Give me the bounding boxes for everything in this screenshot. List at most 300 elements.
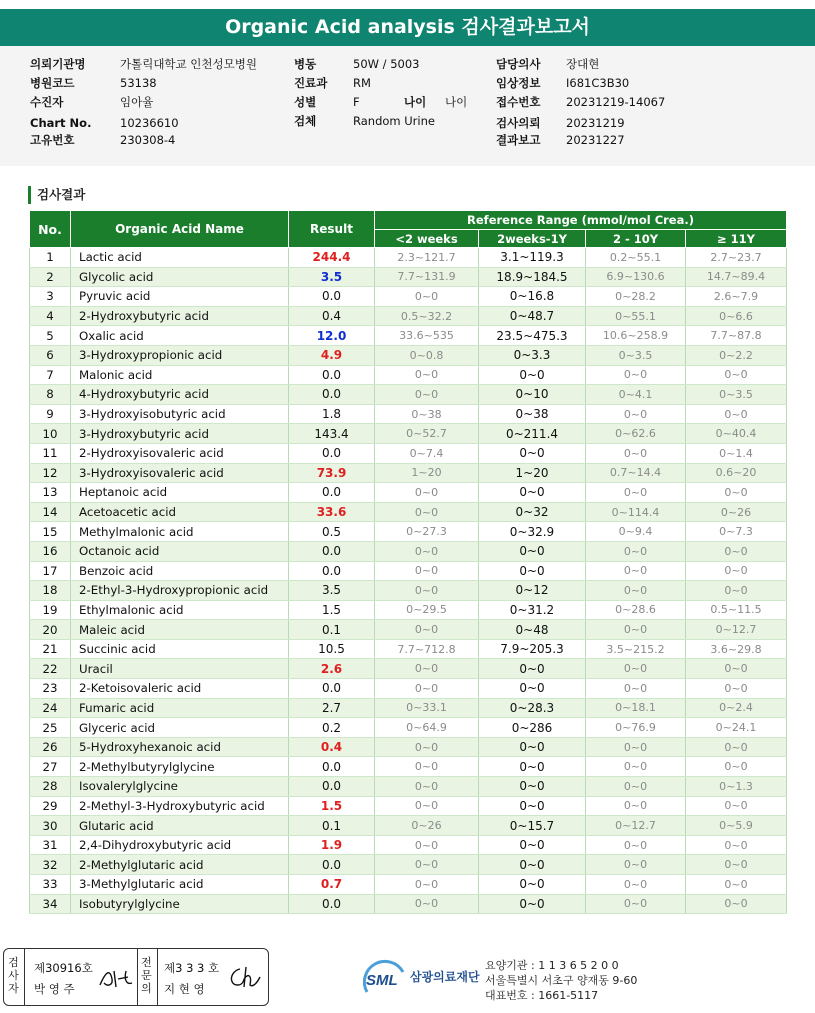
cell-acid-name: 2-Ethyl-3-Hydroxypropionic acid <box>71 581 289 601</box>
specialist-label-char: 문 <box>141 969 152 982</box>
cell-ref-2-weeks-1y: 0~0 <box>479 777 586 797</box>
table-row <box>30 855 787 875</box>
section-title-results: 검사결과 <box>28 186 85 204</box>
table-row <box>30 345 787 365</box>
cell-ref-2-10y: 0.7~14.4 <box>586 463 686 483</box>
cell-no: 25 <box>30 718 71 738</box>
info-label-receipt-no: 접수번호 <box>496 95 541 109</box>
cell-ref-2-10y: 0~0 <box>586 737 686 757</box>
table-row <box>30 600 787 620</box>
table-row <box>30 894 787 914</box>
cell-result: 0.0 <box>289 679 375 699</box>
cell-result: 1.5 <box>289 796 375 816</box>
info-label-department: 진료과 <box>294 76 328 90</box>
cell-ref-2-10y: 0~62.6 <box>586 424 686 444</box>
cell-ref-under-2-weeks: 0~33.1 <box>375 698 479 718</box>
cell-ref-over-11y: 0~1.3 <box>686 777 787 797</box>
info-label-chart-no: Chart No. <box>30 116 92 130</box>
cell-ref-under-2-weeks: 0~29.5 <box>375 600 479 620</box>
info-label-clinical-info: 임상정보 <box>496 76 541 90</box>
info-label-ward: 병동 <box>294 57 317 71</box>
cell-acid-name: 3-Hydroxyisovaleric acid <box>71 463 289 483</box>
table-row <box>30 365 787 385</box>
cell-ref-over-11y: 0~0 <box>686 404 787 424</box>
cell-acid-name: 2-Methyl-3-Hydroxybutyric acid <box>71 796 289 816</box>
cell-ref-over-11y: 0.6~20 <box>686 463 787 483</box>
cell-ref-over-11y: 0~2.4 <box>686 698 787 718</box>
table-row <box>30 306 787 326</box>
cell-result: 0.0 <box>289 561 375 581</box>
info-value-report-date: 20231227 <box>566 133 625 147</box>
cell-ref-over-11y: 0~0 <box>686 581 787 601</box>
info-value-department: RM <box>353 76 371 90</box>
cell-ref-over-11y: 0~40.4 <box>686 424 787 444</box>
table-row <box>30 424 787 444</box>
cell-no: 11 <box>30 443 71 463</box>
info-value-institution: 가톨릭대학교 인천성모병원 <box>120 57 257 71</box>
table-row <box>30 659 787 679</box>
cell-result: 0.0 <box>289 483 375 503</box>
cell-acid-name: 2-Hydroxyisovaleric acid <box>71 443 289 463</box>
info-label-specimen: 검체 <box>294 114 317 128</box>
cell-ref-under-2-weeks: 0~27.3 <box>375 522 479 542</box>
cell-ref-under-2-weeks: 33.6~535 <box>375 326 479 346</box>
cell-ref-under-2-weeks: 0~7.4 <box>375 443 479 463</box>
cell-ref-2-10y: 0~0 <box>586 796 686 816</box>
info-value-hospital-code: 53138 <box>120 76 157 90</box>
cell-ref-2-10y: 0~0 <box>586 541 686 561</box>
cell-ref-under-2-weeks: 0~0 <box>375 777 479 797</box>
examiner-label-char: 자 <box>8 982 19 995</box>
cell-ref-under-2-weeks: 0~0 <box>375 855 479 875</box>
cell-result: 1.9 <box>289 835 375 855</box>
cell-ref-2-weeks-1y: 0~211.4 <box>479 424 586 444</box>
cell-ref-over-11y: 0~7.3 <box>686 522 787 542</box>
cell-no: 30 <box>30 816 71 836</box>
info-value-ward: 50W / 5003 <box>353 57 420 71</box>
cell-result: 2.7 <box>289 698 375 718</box>
cell-result: 0.0 <box>289 855 375 875</box>
info-value-patient: 임아율 <box>120 95 154 109</box>
cell-ref-2-weeks-1y: 0~48 <box>479 620 586 640</box>
cell-ref-2-weeks-1y: 0~10 <box>479 385 586 405</box>
cell-result: 4.9 <box>289 345 375 365</box>
table-row <box>30 385 787 405</box>
cell-ref-2-10y: 0~0 <box>586 404 686 424</box>
cell-ref-2-weeks-1y: 0~0 <box>479 541 586 561</box>
header-reference-range: Reference Range (mmol/mol Crea.) <box>375 211 787 230</box>
results-body <box>30 248 787 914</box>
cell-no: 22 <box>30 659 71 679</box>
cell-ref-2-10y: 0~3.5 <box>586 345 686 365</box>
cell-ref-2-weeks-1y: 0~38 <box>479 404 586 424</box>
cell-result: 10.5 <box>289 639 375 659</box>
table-row <box>30 287 787 307</box>
info-label-report-date: 결과보고 <box>496 133 541 147</box>
phone: 대표번호 : 1661-5117 <box>485 989 599 1002</box>
cell-result: 3.5 <box>289 267 375 287</box>
cell-no: 19 <box>30 600 71 620</box>
table-row <box>30 561 787 581</box>
cell-acid-name: 3-Hydroxypropionic acid <box>71 345 289 365</box>
table-row <box>30 502 787 522</box>
cell-ref-under-2-weeks: 0~0 <box>375 620 479 640</box>
cell-ref-2-10y: 6.9~130.6 <box>586 267 686 287</box>
cell-ref-2-10y: 0~0 <box>586 855 686 875</box>
cell-result: 0.1 <box>289 816 375 836</box>
cell-ref-over-11y: 0~0 <box>686 757 787 777</box>
cell-no: 5 <box>30 326 71 346</box>
cell-no: 10 <box>30 424 71 444</box>
cell-no: 24 <box>30 698 71 718</box>
cell-acid-name: Glycolic acid <box>71 267 289 287</box>
table-row <box>30 875 787 895</box>
cell-ref-2-10y: 3.5~215.2 <box>586 639 686 659</box>
cell-no: 31 <box>30 835 71 855</box>
cell-ref-2-10y: 0~0 <box>586 875 686 895</box>
cell-no: 13 <box>30 483 71 503</box>
cell-acid-name: Fumaric acid <box>71 698 289 718</box>
cell-ref-2-10y: 0~28.6 <box>586 600 686 620</box>
cell-ref-over-11y: 0~0 <box>686 365 787 385</box>
cell-acid-name: Ethylmalonic acid <box>71 600 289 620</box>
cell-ref-2-weeks-1y: 0~0 <box>479 875 586 895</box>
table-row <box>30 816 787 836</box>
cell-no: 27 <box>30 757 71 777</box>
examiner-label-char: 사 <box>8 969 19 982</box>
cell-ref-2-weeks-1y: 0~0 <box>479 757 586 777</box>
info-value-age: 나이 <box>445 95 468 109</box>
table-row <box>30 522 787 542</box>
brand-name: 삼광의료재단 <box>410 970 480 984</box>
cell-ref-2-10y: 0~0 <box>586 659 686 679</box>
cell-no: 26 <box>30 737 71 757</box>
cell-result: 143.4 <box>289 424 375 444</box>
info-value-sex: F <box>353 95 360 109</box>
cell-result: 73.9 <box>289 463 375 483</box>
cell-acid-name: 2-Hydroxybutyric acid <box>71 306 289 326</box>
cell-ref-under-2-weeks: 0~0 <box>375 483 479 503</box>
info-label-request-date: 검사의뢰 <box>496 116 541 130</box>
table-row <box>30 737 787 757</box>
table-row <box>30 483 787 503</box>
table-row <box>30 639 787 659</box>
cell-ref-2-10y: 0~0 <box>586 679 686 699</box>
cell-no: 8 <box>30 385 71 405</box>
cell-ref-under-2-weeks: 0.5~32.2 <box>375 306 479 326</box>
header-ref-over-11y: ≥ 11Y <box>686 230 787 248</box>
sml-logo-text: SML <box>366 972 398 989</box>
cell-ref-under-2-weeks: 0~52.7 <box>375 424 479 444</box>
cell-ref-under-2-weeks: 0~0.8 <box>375 345 479 365</box>
cell-ref-2-weeks-1y: 0~0 <box>479 365 586 385</box>
cell-ref-2-weeks-1y: 0~0 <box>479 855 586 875</box>
cell-ref-2-10y: 0~9.4 <box>586 522 686 542</box>
info-value-doctor: 장대현 <box>566 57 600 71</box>
cell-ref-over-11y: 0~0 <box>686 483 787 503</box>
cell-ref-2-10y: 0~0 <box>586 757 686 777</box>
table-row <box>30 718 787 738</box>
cell-ref-over-11y: 2.7~23.7 <box>686 248 787 268</box>
specialist-signature <box>224 963 264 991</box>
cell-ref-under-2-weeks: 0~0 <box>375 875 479 895</box>
cell-acid-name: 2-Ketoisovaleric acid <box>71 679 289 699</box>
cell-acid-name: 4-Hydroxybutyric acid <box>71 385 289 405</box>
cell-ref-under-2-weeks: 0~0 <box>375 541 479 561</box>
cell-ref-2-weeks-1y: 0~12 <box>479 581 586 601</box>
examiner-label <box>6 956 21 995</box>
cell-ref-under-2-weeks: 7.7~712.8 <box>375 639 479 659</box>
cell-ref-under-2-weeks: 0~0 <box>375 737 479 757</box>
cell-result: 0.0 <box>289 385 375 405</box>
cell-ref-2-weeks-1y: 0~0 <box>479 737 586 757</box>
cell-result: 3.5 <box>289 581 375 601</box>
cell-ref-over-11y: 7.7~87.8 <box>686 326 787 346</box>
table-row <box>30 835 787 855</box>
cell-ref-2-weeks-1y: 0~28.3 <box>479 698 586 718</box>
cell-no: 4 <box>30 306 71 326</box>
examiner-label-char: 검 <box>8 956 19 969</box>
cell-ref-2-10y: 0~4.1 <box>586 385 686 405</box>
cell-no: 2 <box>30 267 71 287</box>
cell-ref-2-weeks-1y: 0~0 <box>479 483 586 503</box>
cell-ref-2-weeks-1y: 0~0 <box>479 796 586 816</box>
cell-ref-2-10y: 0~0 <box>586 835 686 855</box>
cell-ref-2-10y: 0~0 <box>586 561 686 581</box>
table-row <box>30 463 787 483</box>
cell-ref-2-weeks-1y: 1~20 <box>479 463 586 483</box>
cell-no: 6 <box>30 345 71 365</box>
cell-ref-2-weeks-1y: 23.5~475.3 <box>479 326 586 346</box>
cell-ref-2-weeks-1y: 0~286 <box>479 718 586 738</box>
cell-result: 0.5 <box>289 522 375 542</box>
info-value-clinical-info: I681C3B30 <box>566 76 630 90</box>
cell-ref-over-11y: 0~0 <box>686 541 787 561</box>
cell-ref-under-2-weeks: 2.3~121.7 <box>375 248 479 268</box>
cell-result: 0.0 <box>289 777 375 797</box>
cell-ref-under-2-weeks: 0~0 <box>375 659 479 679</box>
header-result: Result <box>289 211 375 248</box>
cell-acid-name: Heptanoic acid <box>71 483 289 503</box>
table-row <box>30 581 787 601</box>
cell-ref-over-11y: 0~26 <box>686 502 787 522</box>
cell-no: 18 <box>30 581 71 601</box>
info-value-chart-no: 10236610 <box>120 116 179 130</box>
cell-acid-name: 3-Hydroxyisobutyric acid <box>71 404 289 424</box>
cell-ref-over-11y: 0~12.7 <box>686 620 787 640</box>
cell-ref-2-10y: 0~0 <box>586 620 686 640</box>
cell-ref-over-11y: 0~3.5 <box>686 385 787 405</box>
cell-ref-under-2-weeks: 0~38 <box>375 404 479 424</box>
cell-ref-over-11y: 0~0 <box>686 796 787 816</box>
address: 서울특별시 서초구 양재동 9-60 <box>485 974 638 987</box>
cell-ref-2-weeks-1y: 0~0 <box>479 894 586 914</box>
cell-ref-over-11y: 2.6~7.9 <box>686 287 787 307</box>
info-label-age: 나이 <box>404 95 427 109</box>
cell-ref-2-weeks-1y: 0~16.8 <box>479 287 586 307</box>
cell-no: 12 <box>30 463 71 483</box>
cell-ref-over-11y: 0~6.6 <box>686 306 787 326</box>
table-row <box>30 404 787 424</box>
cell-no: 9 <box>30 404 71 424</box>
info-label-sex: 성별 <box>294 95 317 109</box>
cell-no: 33 <box>30 875 71 895</box>
info-value-receipt-no: 20231219-14067 <box>566 95 666 109</box>
examiner-signature <box>96 965 136 991</box>
cell-ref-2-10y: 0~28.2 <box>586 287 686 307</box>
cell-acid-name: 3-Methylglutaric acid <box>71 875 289 895</box>
cell-ref-over-11y: 0~0 <box>686 835 787 855</box>
cell-result: 0.0 <box>289 365 375 385</box>
info-value-specimen: Random Urine <box>353 114 435 128</box>
cell-ref-2-weeks-1y: 0~3.3 <box>479 345 586 365</box>
cell-ref-2-10y: 0~114.4 <box>586 502 686 522</box>
table-row <box>30 443 787 463</box>
cell-acid-name: Pyruvic acid <box>71 287 289 307</box>
cell-ref-2-weeks-1y: 0~15.7 <box>479 816 586 836</box>
table-row <box>30 777 787 797</box>
cell-acid-name: 2-Methylbutyrylglycine <box>71 757 289 777</box>
cell-ref-2-10y: 0~12.7 <box>586 816 686 836</box>
info-label-hospital-code: 병원코드 <box>30 76 75 90</box>
cell-no: 21 <box>30 639 71 659</box>
cell-ref-under-2-weeks: 0~0 <box>375 835 479 855</box>
cell-acid-name: Oxalic acid <box>71 326 289 346</box>
cell-acid-name: Lactic acid <box>71 248 289 268</box>
info-label-unique-no: 고유번호 <box>30 133 75 147</box>
info-label-patient: 수진자 <box>30 95 64 109</box>
cell-result: 0.0 <box>289 894 375 914</box>
cell-ref-under-2-weeks: 0~0 <box>375 502 479 522</box>
cell-ref-2-weeks-1y: 0~0 <box>479 835 586 855</box>
cell-ref-over-11y: 0~1.4 <box>686 443 787 463</box>
cell-acid-name: Isovalerylglycine <box>71 777 289 797</box>
cell-no: 15 <box>30 522 71 542</box>
examiner-name: 박 영 주 <box>34 982 75 996</box>
cell-result: 0.0 <box>289 443 375 463</box>
cell-ref-over-11y: 0~0 <box>686 561 787 581</box>
cell-ref-under-2-weeks: 0~0 <box>375 287 479 307</box>
cell-ref-under-2-weeks: 0~0 <box>375 561 479 581</box>
cell-ref-2-10y: 0~55.1 <box>586 306 686 326</box>
cell-result: 1.8 <box>289 404 375 424</box>
cell-result: 0.0 <box>289 757 375 777</box>
cell-ref-2-weeks-1y: 7.9~205.3 <box>479 639 586 659</box>
cell-ref-under-2-weeks: 0~0 <box>375 385 479 405</box>
cell-result: 0.0 <box>289 287 375 307</box>
cell-no: 32 <box>30 855 71 875</box>
cell-result: 33.6 <box>289 502 375 522</box>
cell-ref-under-2-weeks: 0~26 <box>375 816 479 836</box>
cell-acid-name: Benzoic acid <box>71 561 289 581</box>
specialist-name: 지 현 영 <box>164 982 205 996</box>
cell-ref-2-weeks-1y: 0~0 <box>479 679 586 699</box>
cell-result: 0.4 <box>289 306 375 326</box>
report-title: Organic Acid analysis 검사결과보고서 <box>0 9 815 46</box>
info-label-doctor: 담당의사 <box>496 57 541 71</box>
cell-ref-over-11y: 0~0 <box>686 855 787 875</box>
cell-ref-under-2-weeks: 1~20 <box>375 463 479 483</box>
cell-acid-name: Glutaric acid <box>71 816 289 836</box>
patient-info-panel <box>0 46 815 166</box>
institution-code: 요양기관 : 1 1 3 6 5 2 0 0 <box>485 959 619 972</box>
cell-ref-over-11y: 0~24.1 <box>686 718 787 738</box>
cell-ref-2-weeks-1y: 0~0 <box>479 443 586 463</box>
specialist-license-no: 제3 3 3 호 <box>164 961 220 975</box>
cell-acid-name: Isobutyrylglycine <box>71 894 289 914</box>
specialist-label <box>139 956 154 995</box>
cell-acid-name: Malonic acid <box>71 365 289 385</box>
cell-acid-name: 2-Methylglutaric acid <box>71 855 289 875</box>
cell-result: 0.1 <box>289 620 375 640</box>
results-table <box>29 210 787 914</box>
table-row <box>30 620 787 640</box>
header-ref-2-10y: 2 - 10Y <box>586 230 686 248</box>
cell-no: 28 <box>30 777 71 797</box>
cell-ref-under-2-weeks: 0~0 <box>375 894 479 914</box>
table-row <box>30 541 787 561</box>
cell-ref-2-10y: 0~0 <box>586 581 686 601</box>
cell-ref-over-11y: 0~0 <box>686 659 787 679</box>
cell-ref-2-10y: 0~0 <box>586 777 686 797</box>
signature-box <box>3 948 269 1006</box>
cell-acid-name: Uracil <box>71 659 289 679</box>
cell-no: 20 <box>30 620 71 640</box>
table-row <box>30 757 787 777</box>
cell-ref-2-weeks-1y: 0~31.2 <box>479 600 586 620</box>
cell-ref-2-10y: 0~0 <box>586 483 686 503</box>
cell-no: 16 <box>30 541 71 561</box>
cell-result: 0.7 <box>289 875 375 895</box>
specialist-label-char: 전 <box>141 956 152 969</box>
table-row <box>30 679 787 699</box>
cell-ref-2-10y: 10.6~258.9 <box>586 326 686 346</box>
cell-ref-over-11y: 0~0 <box>686 679 787 699</box>
cell-result: 0.2 <box>289 718 375 738</box>
table-row <box>30 796 787 816</box>
header-no: No. <box>30 211 71 248</box>
cell-acid-name: Octanoic acid <box>71 541 289 561</box>
cell-acid-name: Maleic acid <box>71 620 289 640</box>
cell-ref-over-11y: 0~0 <box>686 737 787 757</box>
cell-result: 244.4 <box>289 248 375 268</box>
examiner-license-no: 제30916호 <box>34 961 93 975</box>
cell-ref-2-10y: 0~0 <box>586 894 686 914</box>
cell-ref-under-2-weeks: 0~0 <box>375 679 479 699</box>
specialist-label-char: 의 <box>141 982 152 995</box>
cell-ref-over-11y: 0~0 <box>686 875 787 895</box>
cell-no: 17 <box>30 561 71 581</box>
cell-ref-2-weeks-1y: 0~48.7 <box>479 306 586 326</box>
cell-result: 12.0 <box>289 326 375 346</box>
cell-ref-2-10y: 0~0 <box>586 443 686 463</box>
cell-ref-under-2-weeks: 0~0 <box>375 365 479 385</box>
cell-ref-over-11y: 0~0 <box>686 894 787 914</box>
cell-ref-2-10y: 0~76.9 <box>586 718 686 738</box>
header-ref-under-2-weeks: <2 weeks <box>375 230 479 248</box>
table-row <box>30 698 787 718</box>
cell-ref-2-weeks-1y: 0~0 <box>479 561 586 581</box>
info-value-request-date: 20231219 <box>566 116 625 130</box>
cell-acid-name: Methylmalonic acid <box>71 522 289 542</box>
cell-ref-2-weeks-1y: 3.1~119.3 <box>479 248 586 268</box>
cell-ref-under-2-weeks: 0~0 <box>375 796 479 816</box>
cell-result: 2.6 <box>289 659 375 679</box>
cell-ref-over-11y: 0~2.2 <box>686 345 787 365</box>
table-row <box>30 267 787 287</box>
cell-no: 23 <box>30 679 71 699</box>
cell-ref-2-weeks-1y: 0~32.9 <box>479 522 586 542</box>
